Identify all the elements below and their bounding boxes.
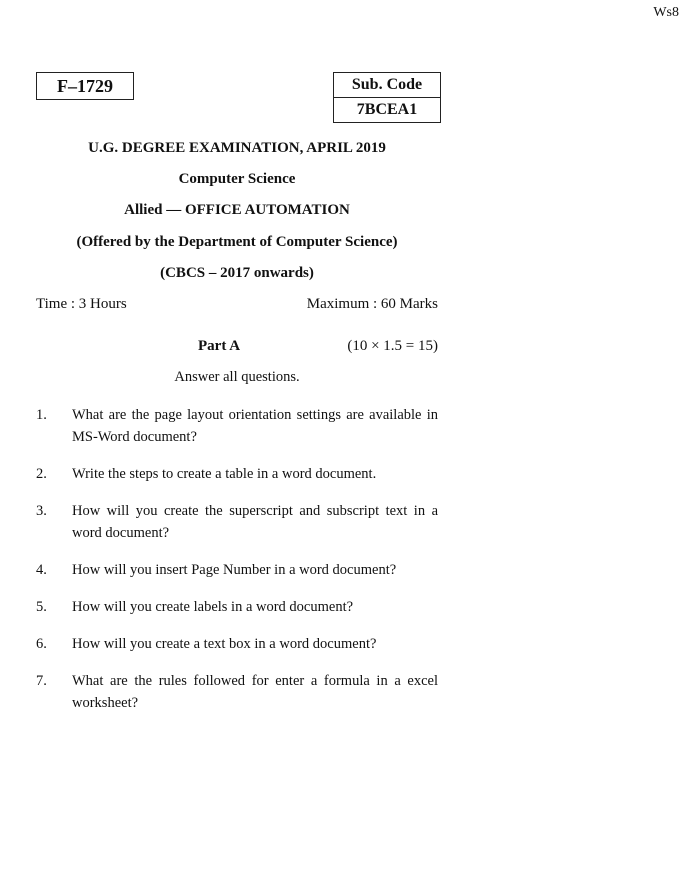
question-text: How will you create labels in a word document? <box>72 599 354 615</box>
question-text: Write the steps to create a table in a word document. <box>72 466 377 482</box>
question-6 <box>36 633 438 655</box>
question-number: 7. <box>36 673 47 689</box>
question-number: 1. <box>36 407 47 423</box>
question-text: What are the page layout orientation settings are available in MS-Word document? <box>72 407 438 445</box>
question-7 <box>36 670 438 714</box>
question-1 <box>36 404 438 448</box>
sub-code-box <box>333 72 441 123</box>
time-text: Time : 3 Hours <box>36 296 127 312</box>
question-number: 4. <box>36 562 47 578</box>
question-number: 5. <box>36 599 47 615</box>
offered-by: (Offered by the Department of Computer Science) <box>76 234 398 250</box>
scheme: (CBCS – 2017 onwards) <box>160 265 314 281</box>
question-2 <box>36 463 438 485</box>
question-4 <box>36 559 438 581</box>
question-text: What are the rules followed for enter a formula in a excel worksheet? <box>72 673 438 711</box>
question-text: How will you insert Page Number in a word document? <box>72 562 397 578</box>
question-5 <box>36 596 438 618</box>
part-instruction: Answer all questions. <box>174 369 300 385</box>
sub-code-label: Sub. Code <box>334 73 440 98</box>
question-number: 3. <box>36 503 47 519</box>
question-3 <box>36 500 438 544</box>
sub-code-value: 7BCEA1 <box>356 101 418 118</box>
time-marks-row <box>36 296 438 313</box>
paper-code-box: F–1729 <box>36 72 134 100</box>
question-text: How will you create a text box in a word document? <box>72 636 377 652</box>
question-number: 6. <box>36 636 47 652</box>
max-marks-text: Maximum : 60 Marks <box>306 296 438 312</box>
part-marks: (10 × 1.5 = 15) <box>347 338 438 354</box>
subject-title: Computer Science <box>178 171 296 187</box>
exam-title: U.G. DEGREE EXAMINATION, APRIL 2019 <box>88 140 386 156</box>
question-text: How will you create the superscript and subscript text in a word document? <box>72 503 438 541</box>
question-number: 2. <box>36 466 47 482</box>
paper-title: Allied — OFFICE AUTOMATION <box>124 202 350 218</box>
corner-code: Ws8 <box>653 5 679 20</box>
part-title: Part A <box>198 338 241 354</box>
